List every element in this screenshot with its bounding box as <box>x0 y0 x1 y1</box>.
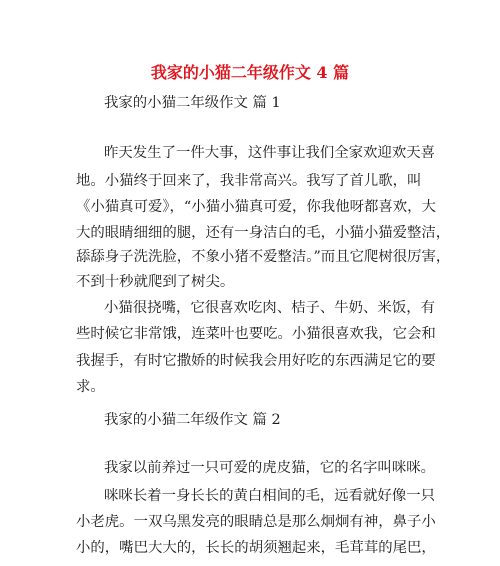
paragraph-line: 大的眼睛细细的腿，还有一身洁白的毛，小猫小猫爱整洁， <box>76 225 451 241</box>
paragraph-line: 小猫很挠嘴，它很喜欢吃肉、桔子、牛奶、米饭，有 <box>104 300 435 316</box>
document-title: 我家的小猫二年级作文 4 篇 <box>150 63 350 82</box>
paragraph-line: 我握手，有时它撒娇的时候我会用好吃的东西满足它的要 <box>76 353 436 369</box>
paragraph-line: 求。 <box>76 379 105 395</box>
paragraph-line: 些时候它非常饿，连菜叶也要吃。小猫很喜欢我，它会和 <box>76 326 436 342</box>
paragraph-line: 地。小猫终于回来了，我非常高兴。我写了首儿歌，叫 <box>76 173 422 189</box>
section-heading-2: 我家的小猫二年级作文 篇 2 <box>104 412 281 428</box>
paragraph-line: 《小猫真可爱》，“小猫小猫真可爱，你我他呀都喜欢，大 <box>76 199 436 215</box>
section-heading-1: 我家的小猫二年级作文 篇 1 <box>104 95 281 111</box>
paragraph-line: 昨天发生了一件大事，这件事让我们全家欢迎欢天喜 <box>104 145 435 161</box>
paragraph-line: 不到十秒就爬到了树尖。 <box>76 274 235 290</box>
paragraph-line: 小老虎。一双乌黑发亮的眼睛总是那么炯炯有神，鼻子小 <box>76 514 436 530</box>
paragraph-line: 舔舔身子洗洗脸，不象小猪不爱整洁。”而且它爬树很厉害， <box>76 249 451 265</box>
paragraph-line: 我家以前养过一只可爱的虎皮猫，它的名字叫咪咪。 <box>104 460 435 476</box>
paragraph-line: 小的，嘴巴大大的，长长的胡须翘起来，毛茸茸的尾巴， <box>76 540 436 556</box>
paragraph-line: 咪咪长着一身长长的黄白相间的毛，远看就好像一只 <box>104 488 435 504</box>
